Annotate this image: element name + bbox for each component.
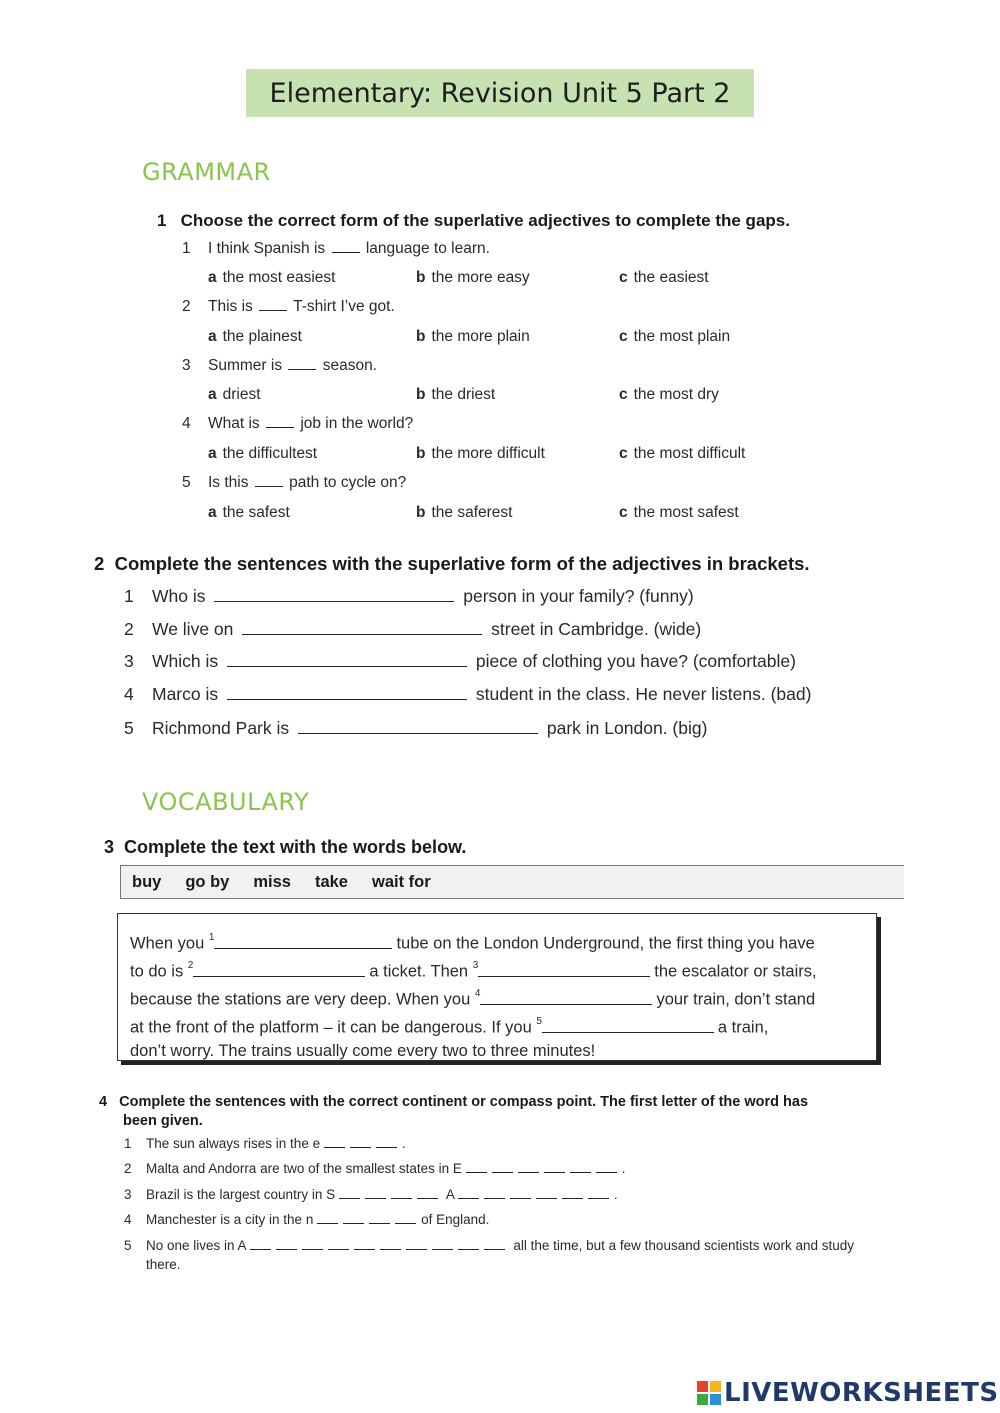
letter-gap[interactable] xyxy=(417,1188,438,1199)
letter-gap[interactable] xyxy=(302,1239,323,1250)
answer-blank[interactable] xyxy=(227,652,467,667)
exercise-1-question-5: 5 Is this path to cycle on? xyxy=(182,474,407,491)
letter-gap[interactable] xyxy=(324,1137,345,1148)
liveworksheets-logo-icon xyxy=(697,1381,721,1405)
section-heading-vocabulary: VOCABULARY xyxy=(142,788,310,816)
option-b[interactable]: b the more plain xyxy=(416,328,530,345)
section-heading-grammar: GRAMMAR xyxy=(142,158,271,186)
word-bank-item: wait for xyxy=(371,872,431,891)
letter-gap[interactable] xyxy=(562,1188,583,1199)
exercise-2-title: 2 Complete the sentences with the superlative form of the adjectives in brackets. xyxy=(94,553,810,574)
letter-gap[interactable] xyxy=(596,1162,617,1173)
exercise-4-item-5: 5 No one lives in A all the time, but a few thousand scientists work and study there. xyxy=(124,1238,855,1272)
letter-gap[interactable] xyxy=(380,1239,401,1250)
letter-gap[interactable] xyxy=(458,1239,479,1250)
option-a[interactable]: a the most easiest xyxy=(208,269,336,286)
exercise-2-item-1: 1 Who is person in your family? (funny) xyxy=(124,586,694,606)
option-a[interactable]: a driest xyxy=(208,386,261,403)
letter-gap[interactable] xyxy=(369,1213,390,1224)
letter-gap[interactable] xyxy=(276,1239,297,1250)
answer-blank[interactable] xyxy=(214,587,454,602)
option-b[interactable]: b the driest xyxy=(416,386,496,403)
option-a[interactable]: a the plainest xyxy=(208,328,302,345)
letter-gap[interactable] xyxy=(588,1188,609,1199)
letter-gap[interactable] xyxy=(395,1213,416,1224)
letter-gap[interactable] xyxy=(518,1162,539,1173)
word-bank-item: take xyxy=(314,872,348,891)
answer-gap[interactable] xyxy=(266,415,294,428)
word-bank-item: go by xyxy=(185,872,230,891)
exercise-4-title: 4 Complete the sentences with the correct continent or compass point. The first letter of the word has been given. xyxy=(99,1094,809,1129)
exercise-2-item-3: 3 Which is piece of clothing you have? (comfortable) xyxy=(124,651,796,671)
option-c[interactable]: c the most difficult xyxy=(619,445,746,462)
letter-gap[interactable] xyxy=(317,1213,338,1224)
option-b[interactable]: b the more difficult xyxy=(416,445,545,462)
exercise-4-item-3: 3 Brazil is the largest country in S A . xyxy=(124,1187,618,1202)
answer-blank[interactable] xyxy=(227,685,467,700)
option-c[interactable]: c the most plain xyxy=(619,328,731,345)
option-b[interactable]: b the more easy xyxy=(416,269,530,286)
letter-gap[interactable] xyxy=(376,1137,397,1148)
reading-text-box: When you $^1$ tube on the London Underground, the first thing you have to do is $^2$ a ticket. Then $^3$ the escalator or stairs, because the stations are very deep. When you $^4$ your train, don’t stand at the front of the platform – it can be dangerous. If you $^5$ a train, don’t worry. The trains usually come every two to three minutes! xyxy=(117,913,877,1061)
option-a[interactable]: a the safest xyxy=(208,504,290,521)
exercise-1-question-4: 4 What is job in the world? xyxy=(182,415,414,432)
exercise-3-title: 3 Complete the text with the words below. xyxy=(104,837,467,857)
letter-gap[interactable] xyxy=(350,1137,371,1148)
text-gap-4[interactable] xyxy=(480,991,652,1005)
letter-gap[interactable] xyxy=(510,1188,531,1199)
page-title: Elementary: Revision Unit 5 Part 2 xyxy=(246,69,754,117)
letter-gap[interactable] xyxy=(544,1162,565,1173)
exercise-2-item-5: 5 Richmond Park is park in London. (big) xyxy=(124,718,708,738)
letter-gap[interactable] xyxy=(365,1188,386,1199)
option-c[interactable]: c the most safest xyxy=(619,504,739,521)
text-gap-2[interactable] xyxy=(193,963,365,977)
letter-gap[interactable] xyxy=(466,1162,487,1173)
letter-gap[interactable] xyxy=(458,1188,479,1199)
exercise-2-item-4: 4 Marco is student in the class. He never listens. (bad) xyxy=(124,684,812,704)
option-c[interactable]: c the most dry xyxy=(619,386,719,403)
exercise-1-title: 1 Choose the correct form of the superlative adjectives to complete the gaps. xyxy=(157,211,790,230)
text-gap-3[interactable] xyxy=(478,963,650,977)
exercise-1-question-1: 1 I think Spanish is language to learn. xyxy=(182,240,490,257)
letter-gap[interactable] xyxy=(391,1188,412,1199)
exercise-4-item-1: 1 The sun always rises in the e . xyxy=(124,1136,406,1151)
exercise-1-question-3: 3 Summer is season. xyxy=(182,357,377,374)
answer-blank[interactable] xyxy=(298,719,538,734)
word-bank-item: buy xyxy=(132,872,162,891)
option-b[interactable]: b the saferest xyxy=(416,504,513,521)
letter-gap[interactable] xyxy=(406,1239,427,1250)
letter-gap[interactable] xyxy=(250,1239,271,1250)
answer-gap[interactable] xyxy=(332,240,360,253)
letter-gap[interactable] xyxy=(536,1188,557,1199)
exercise-1-question-2: 2 This is T-shirt I’ve got. xyxy=(182,298,395,315)
word-bank xyxy=(120,865,904,899)
letter-gap[interactable] xyxy=(343,1213,364,1224)
option-a[interactable]: a the difficultest xyxy=(208,445,318,462)
option-c[interactable]: c the easiest xyxy=(619,269,709,286)
answer-blank[interactable] xyxy=(242,620,482,635)
letter-gap[interactable] xyxy=(492,1162,513,1173)
answer-gap[interactable] xyxy=(255,474,283,487)
letter-gap[interactable] xyxy=(570,1162,591,1173)
letter-gap[interactable] xyxy=(354,1239,375,1250)
letter-gap[interactable] xyxy=(432,1239,453,1250)
letter-gap[interactable] xyxy=(339,1188,360,1199)
letter-gap[interactable] xyxy=(484,1239,505,1250)
letter-gap[interactable] xyxy=(484,1188,505,1199)
letter-gap[interactable] xyxy=(328,1239,349,1250)
text-gap-5[interactable] xyxy=(542,1019,714,1033)
answer-gap[interactable] xyxy=(288,357,316,370)
exercise-4-item-2: 2 Malta and Andorra are two of the smallest states in E . xyxy=(124,1161,626,1176)
exercise-4-item-4: 4 Manchester is a city in the n of England. xyxy=(124,1212,490,1227)
answer-gap[interactable] xyxy=(259,298,287,311)
text-gap-1[interactable] xyxy=(214,935,392,949)
exercise-2-item-2: 2 We live on street in Cambridge. (wide) xyxy=(124,619,702,639)
liveworksheets-logo: LIVEWORKSHEETS xyxy=(697,1378,999,1408)
word-bank-item: miss xyxy=(253,872,291,891)
